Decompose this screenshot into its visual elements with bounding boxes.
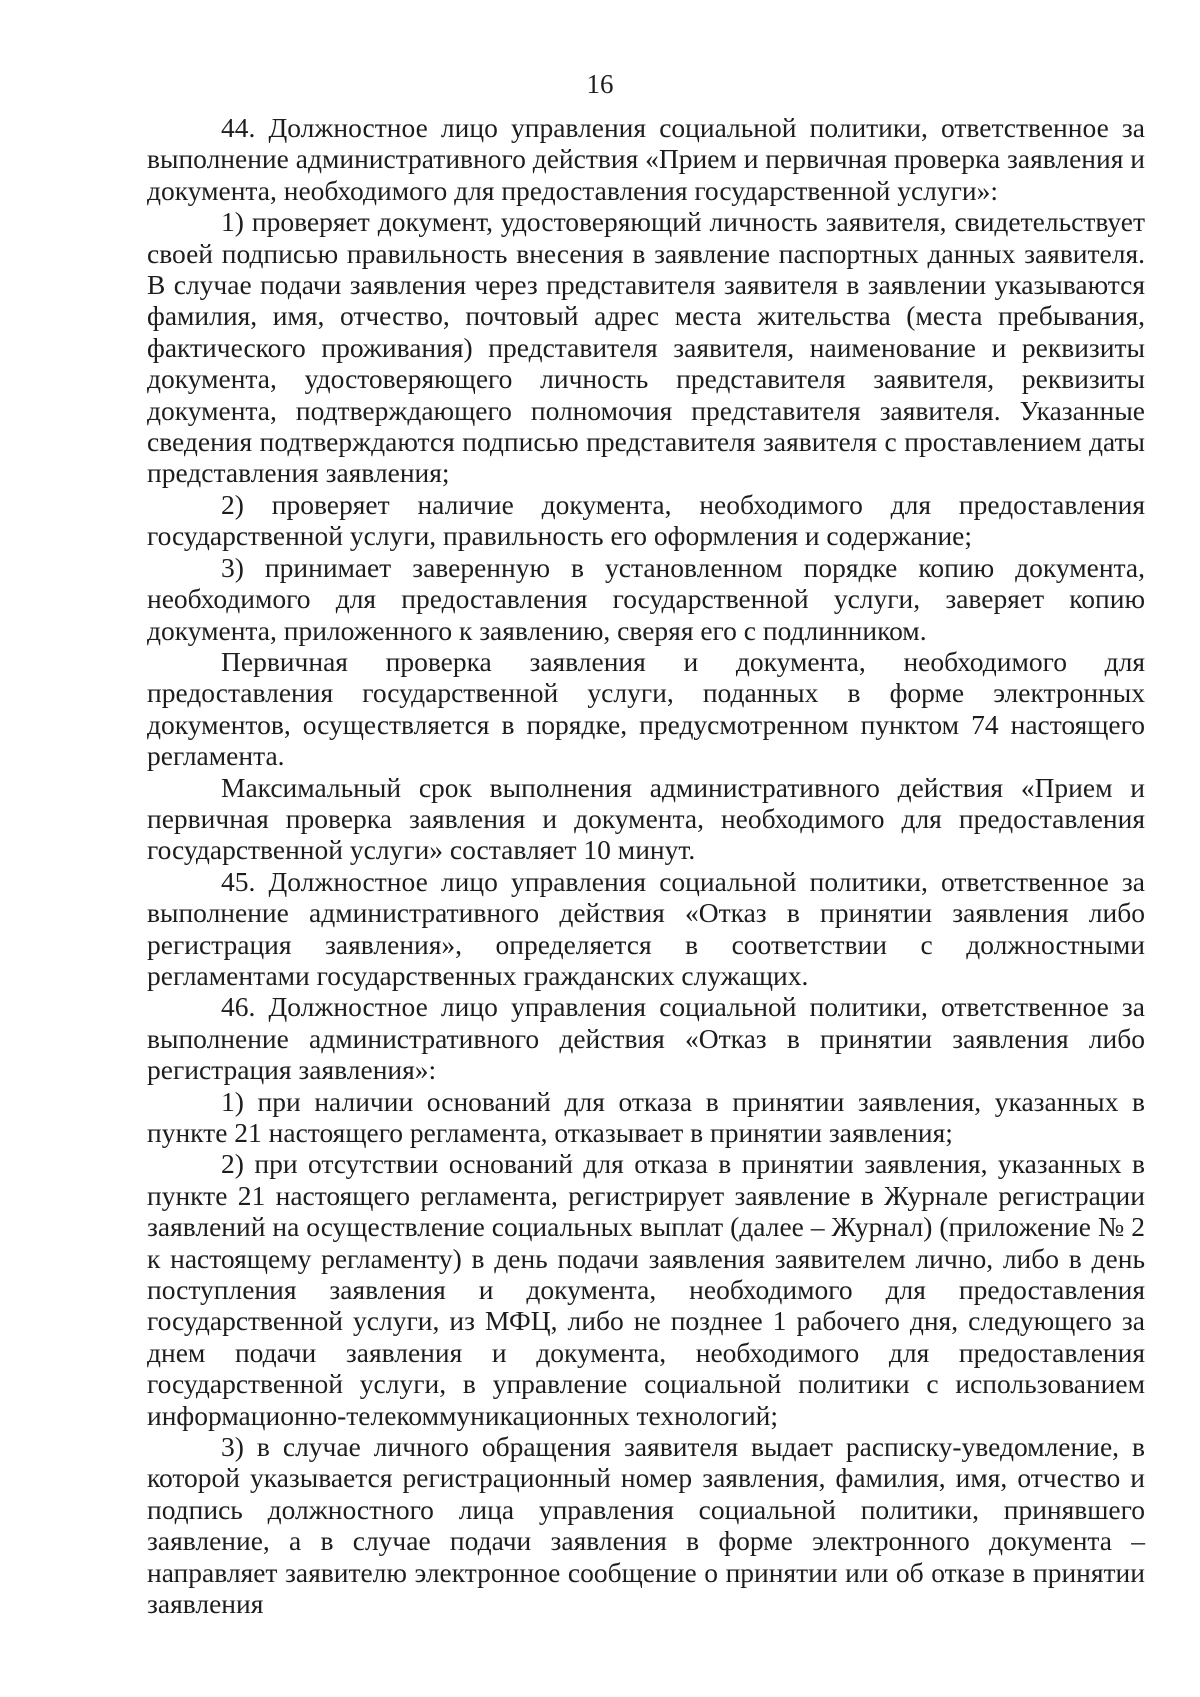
paragraph-44: 44. Должностное лицо управления социальной политики, ответственное за выполнение административного действия «Прием и первичная проверка заявления и документа, необходимого для предоставления государственной услуги»: [147, 112, 1145, 206]
paragraph-45: 45. Должностное лицо управления социальной политики, ответственное за выполнение административного действия «Отказ в принятии заявления либо регистрация заявления», определяется в соответствии с должностными регламентами государственных гражданских служащих. [147, 865, 1145, 991]
paragraph-46-item-3: 3) в случае личного обращения заявителя выдает расписку-уведомление, в которой указывается регистрационный номер заявления, фамилия, имя, отчество и подпись должностного лица управления социальной политики, принявшего заявление, а в случае подачи заявления в форме электронного документа – направляет заявителю электронное сообщение о принятии или об отказе в принятии заявления [147, 1431, 1145, 1620]
paragraph-46-item-2: 2) при отсутствии оснований для отказа в принятии заявления, указанных в пункте 21 настоящего регламента, регистрирует заявление в Журнале регистрации заявлений на осуществление социальных выплат (далее – Журнал) (приложение № 2 к настоящему регламенту) в день подачи заявления заявителем лично, либо в день поступления заявления и документа, необходимого для предоставления государственной услуги, из МФЦ, либо не позднее 1 рабочего дня, следующего за днем подачи заявления и документа, необходимого для предоставления государственной услуги, в управление социальной политики с использованием информационно-телекоммуникационных технологий; [147, 1148, 1145, 1431]
paragraph-electronic-check: Первичная проверка заявления и документа, необходимого для предоставления государственной услуги, поданных в форме электронных документов, осуществляется в порядке, предусмотренном пунктом 74 настоящего регламента. [147, 645, 1145, 772]
paragraph-46: 46. Должностное лицо управления социальной политики, ответственное за выполнение административного действия «Отказ в принятии заявления либо регистрация заявления»: [147, 991, 1145, 1086]
paragraph-max-time: Максимальный срок выполнения административного действия «Прием и первичная проверка заявления и документа, необходимого для предоставления государственной услуги» составляет 10 минут. [147, 771, 1145, 866]
paragraph-46-item-1: 1) при наличии оснований для отказа в принятии заявления, указанных в пункте 21 настоящего регламента, отказывает в принятии заявления; [147, 1085, 1145, 1148]
page-number: 16 [586, 69, 614, 99]
document-body [147, 112, 1145, 1620]
paragraph-44-item-3: 3) принимает заверенную в установленном порядке копию документа, необходимого для предоставления государственной услуги, заверяет копию документа, приложенного к заявлению, сверяя его с подлинником. [147, 551, 1145, 646]
paragraph-44-item-1: 1) проверяет документ, удостоверяющий личность заявителя, свидетельствует своей подписью правильность внесения в заявление паспортных данных заявителя. В случае подачи заявления через представителя заявителя в заявлении указываются фамилия, имя, отчество, почтовый адрес места жительства (места пребывания, фактического проживания) представителя заявителя, наименование и реквизиты документа, удостоверяющего личность представителя заявителя, реквизиты документа, подтверждающего полномочия представителя заявителя. Указанные сведения подтверждаются подписью представителя заявителя с проставлением даты представления заявления; [147, 206, 1145, 489]
paragraph-44-item-2: 2) проверяет наличие документа, необходимого для предоставления государственной услуги, правильность его оформления и содержание; [147, 488, 1145, 552]
